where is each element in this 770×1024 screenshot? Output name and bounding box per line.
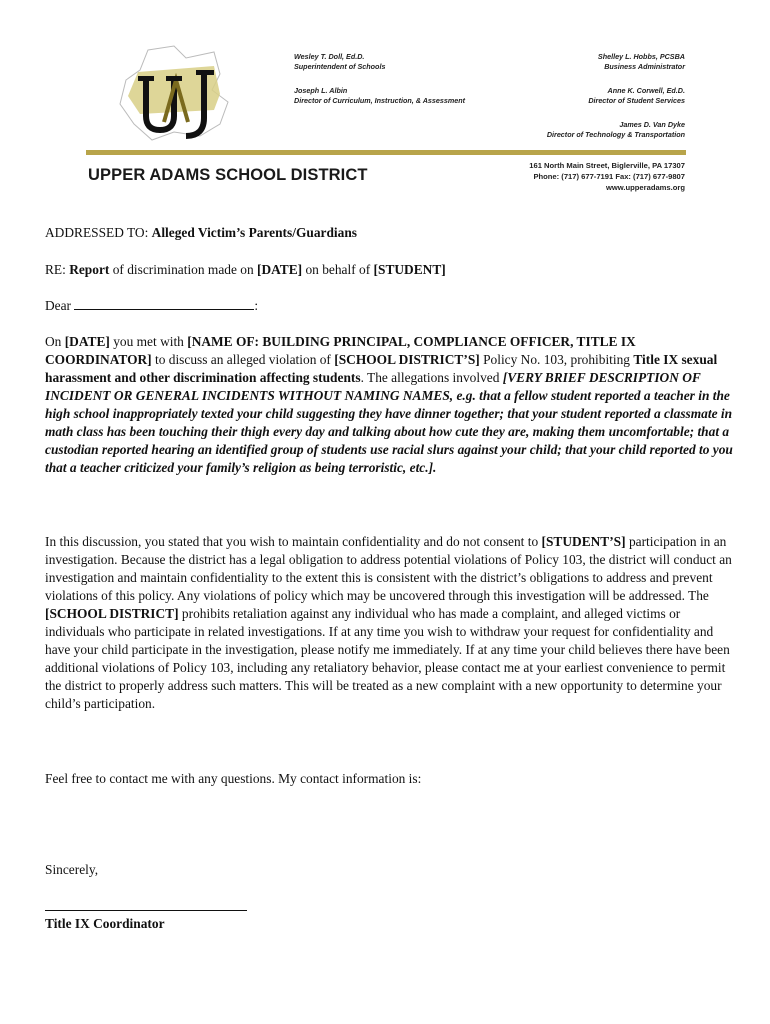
p1-text: Policy No. 103, prohibiting (479, 352, 634, 367)
staff-name: Anne K. Corwell, Ed.D. (607, 86, 685, 95)
p2-text: participation in an investigation. Because the district has a legal obligation to address potential violations of Policy 103, the district will conduct an investigation and maintain confidentiality to the extent this is consistent with the district’s obligations to address and prevent violations of this policy. Any violations of policy which may be uncovered through this investigation will be addressed. The (45, 534, 732, 603)
p2-district: [SCHOOL DISTRICT] (45, 606, 179, 621)
staff-name: James D. Van Dyke (619, 120, 685, 129)
p1-text: . The allegations involved (360, 370, 503, 385)
signature-line (45, 910, 247, 911)
name-blank (74, 297, 254, 310)
paragraph-2 (45, 533, 735, 713)
district-logo (116, 44, 236, 154)
p2-text: prohibits retaliation against any individual who has made a complaint, and alleged victims or individuals who participate in related investigations. If at any time you wish to withdraw your request for confidentiality and have your child participate in the investigation, please notify me immediately. If at any time your child believes there have been additional violations of Policy 103, including any retaliatory behavior, please contact me at your earliest convenience to permit the district to properly address such matters. This will be treated as a new complaint with a new opportunity to determine your child’s participation. (45, 606, 730, 711)
paragraph-1 (45, 333, 735, 477)
p1-text: On (45, 334, 65, 349)
addressed-value: Alleged Victim’s Parents/Guardians (151, 225, 357, 240)
dear-text: Dear (45, 298, 75, 313)
signature-title: Title IX Coordinator (45, 916, 165, 931)
dear-colon: : (254, 298, 259, 313)
p2-text: In this discussion, you stated that you wish to maintain confidentiality and do not consent to (45, 534, 542, 549)
p2-student: [STUDENT’S] (541, 534, 626, 549)
staff-title: Director of Curriculum, Instruction, & Assessment (294, 96, 466, 105)
re-text: on behalf of (302, 262, 374, 277)
closing: Sincerely, (45, 862, 99, 877)
staff-title: Business Administrator (604, 62, 685, 71)
p1-policy-title: Title IX sexual harassment and other discrimination affecting students (45, 352, 718, 385)
staff-title: Director of Student Services (588, 96, 685, 105)
staff-title: Superintendent of Schools (294, 62, 386, 71)
staff-right-1 (598, 52, 685, 72)
staff-name: Joseph L. Albin (294, 86, 348, 95)
re-student: [STUDENT] (373, 262, 446, 277)
re-label: RE: (45, 262, 70, 277)
staff-name: Wesley T. Doll, Ed.D. (294, 52, 365, 61)
website-link[interactable]: www.upperadams.org (605, 183, 685, 192)
p1-date: [DATE] (64, 334, 110, 349)
addressed-label: ADDRESSED TO: (45, 225, 152, 240)
staff-name: Shelley L. Hobbs, PCSBA (597, 52, 685, 61)
p1-text: you met with (109, 334, 188, 349)
re-text: of discrimination made on (109, 262, 257, 277)
staff-left-1 (294, 52, 385, 72)
contact-block (529, 160, 685, 193)
address: 161 North Main Street, Biglerville, PA 17307 (529, 161, 685, 170)
district-name: UPPER ADAMS SCHOOL DISTRICT (88, 166, 368, 184)
re-date: [DATE] (257, 262, 303, 277)
re-report: Report (69, 262, 110, 277)
addressed-line (45, 224, 735, 242)
p1-text: to discuss an alleged violation of (151, 352, 335, 367)
letterhead (0, 0, 770, 205)
salutation (45, 297, 735, 315)
p1-name: [NAME OF: BUILDING PRINCIPAL, COMPLIANCE OFFICER, TITLE IX COORDINATOR] (45, 334, 636, 367)
paragraph-3: Feel free to contact me with any questions. My contact information is: (45, 771, 422, 786)
staff-left-2 (294, 86, 465, 106)
re-line (45, 261, 735, 279)
gold-divider (86, 150, 686, 155)
staff-right-3 (547, 120, 685, 140)
p1-description: [VERY BRIEF DESCRIPTION OF INCIDENT OR GENERAL INCIDENTS WITHOUT NAMING NAMES, e.g. that a fellow student reported a teacher in the high school inappropriately texted your child suggesting they have dinner together; that your student reported a classmate in math class has been touching their thigh every day and talking about how cute they are, making them uncomfortable; that a custodian reported hearing an identified group of students use racial slurs against your child; that your child reported to you that a teacher criticized your family’s religion as being terroristic, etc.]. (45, 370, 733, 475)
phone-fax: Phone: (717) 677-7191 Fax: (717) 677-9807 (533, 172, 685, 181)
p1-district: [SCHOOL DISTRICT’S] (334, 352, 480, 367)
staff-right-2 (588, 86, 685, 106)
staff-title: Director of Technology & Transportation (546, 130, 685, 139)
